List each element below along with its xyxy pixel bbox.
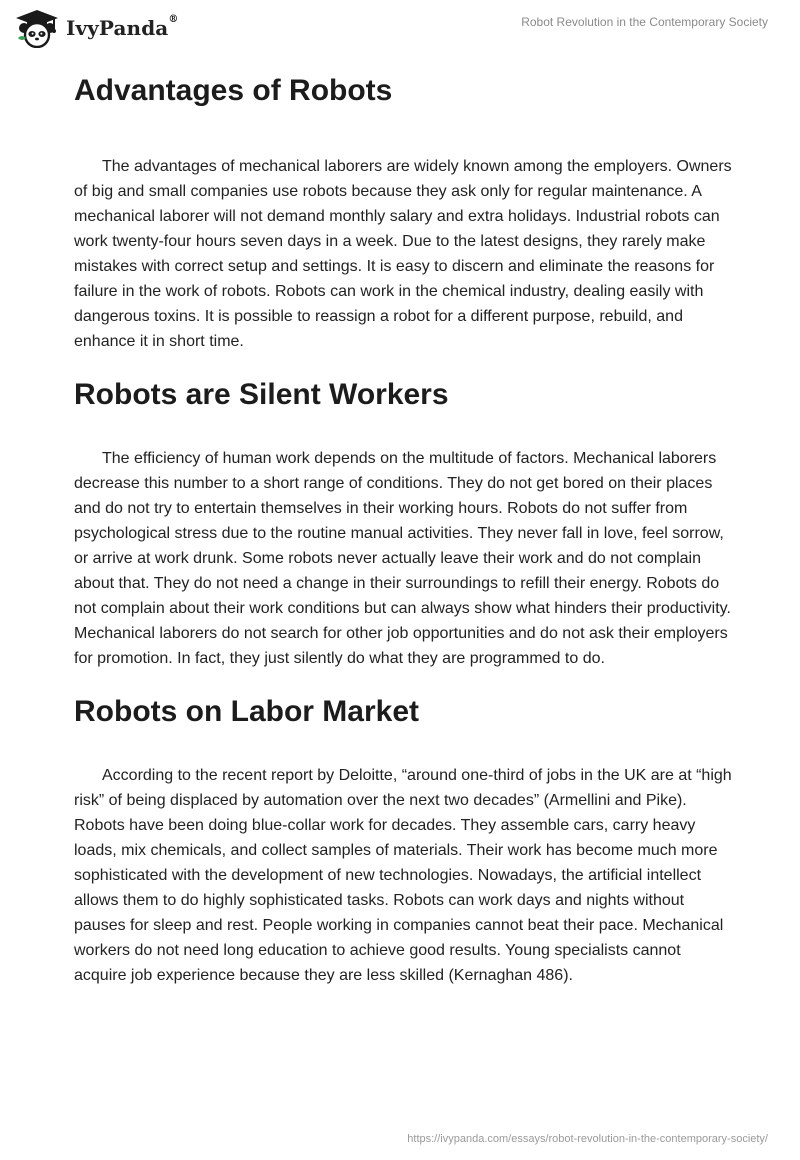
brand-name: IvyPanda®: [66, 14, 179, 40]
section-heading: Robots are Silent Workers: [74, 378, 449, 411]
section-paragraph: The advantages of mechanical laborers are widely known among the employers. Owners of big and small companies use robots because they ask only for regular maintenance. A mechanical laborer will not demand monthly salary and extra holidays. Industrial robots can work twenty-four hours seven days in a week. Due to the latest designs, they rarely make mistakes with correct setup and settings. It is easy to discern and eliminate the reasons for failure in the work of robots. Robots can work in the chemical industry, dealing easily with dangerous toxins. It is possible to reassign a robot for a different purpose, rebuild, and enhance it in short time.: [74, 158, 732, 350]
running-title: Robot Revolution in the Contemporary Society: [521, 15, 768, 29]
section-heading: Robots on Labor Market: [74, 695, 420, 728]
essay-body: [74, 70, 734, 988]
brand-logo[interactable]: [14, 8, 178, 48]
section-paragraph: According to the recent report by Deloitte, “around one-third of jobs in the UK are at “high risk” of being displaced by automation over the next two decades” (Armellini and Pike). Robots have been doing blue-collar work for decades. They assemble cars, carry heavy loads, mix chemicals, and collect samples of materials. Their work has become much more sophisticated with the development of new technologies. Nowadays, the artificial intellect allows them to do highly sophisticated tasks. Robots can work days and nights without pauses for sleep and rest. People working in companies cannot beat their pace. Mechanical workers do not need long education to achieve good results. Young specialists cannot acquire job experience because they are less skilled (Kernaghan 486).: [74, 767, 732, 984]
panda-graduation-cap-icon: [14, 8, 60, 48]
page-header: [0, 0, 800, 60]
section-heading: Advantages of Robots: [74, 74, 393, 107]
section-paragraph: The efficiency of human work depends on the multitude of factors. Mechanical laborers decrease this number to a short range of conditions. They do not get bored on their places and do not try to entertain themselves in their working hours. Robots do not suffer from psychological stress due to the routine manual activities. They never fall in love, feel sorrow, or arrive at work drunk. Some robots never actually leave their work and do not complain about that. They do not need a change in their surroundings to refill their energy. Robots do not complain about their work conditions but can always show what hinders their productivity. Mechanical laborers do not search for other job opportunities and do not ask their employers for promotion. In fact, they just silently do what they are programmed to do.: [74, 450, 731, 667]
source-url-link[interactable]: https://ivypanda.com/essays/robot-revolution-in-the-contemporary-society/: [407, 1133, 768, 1145]
